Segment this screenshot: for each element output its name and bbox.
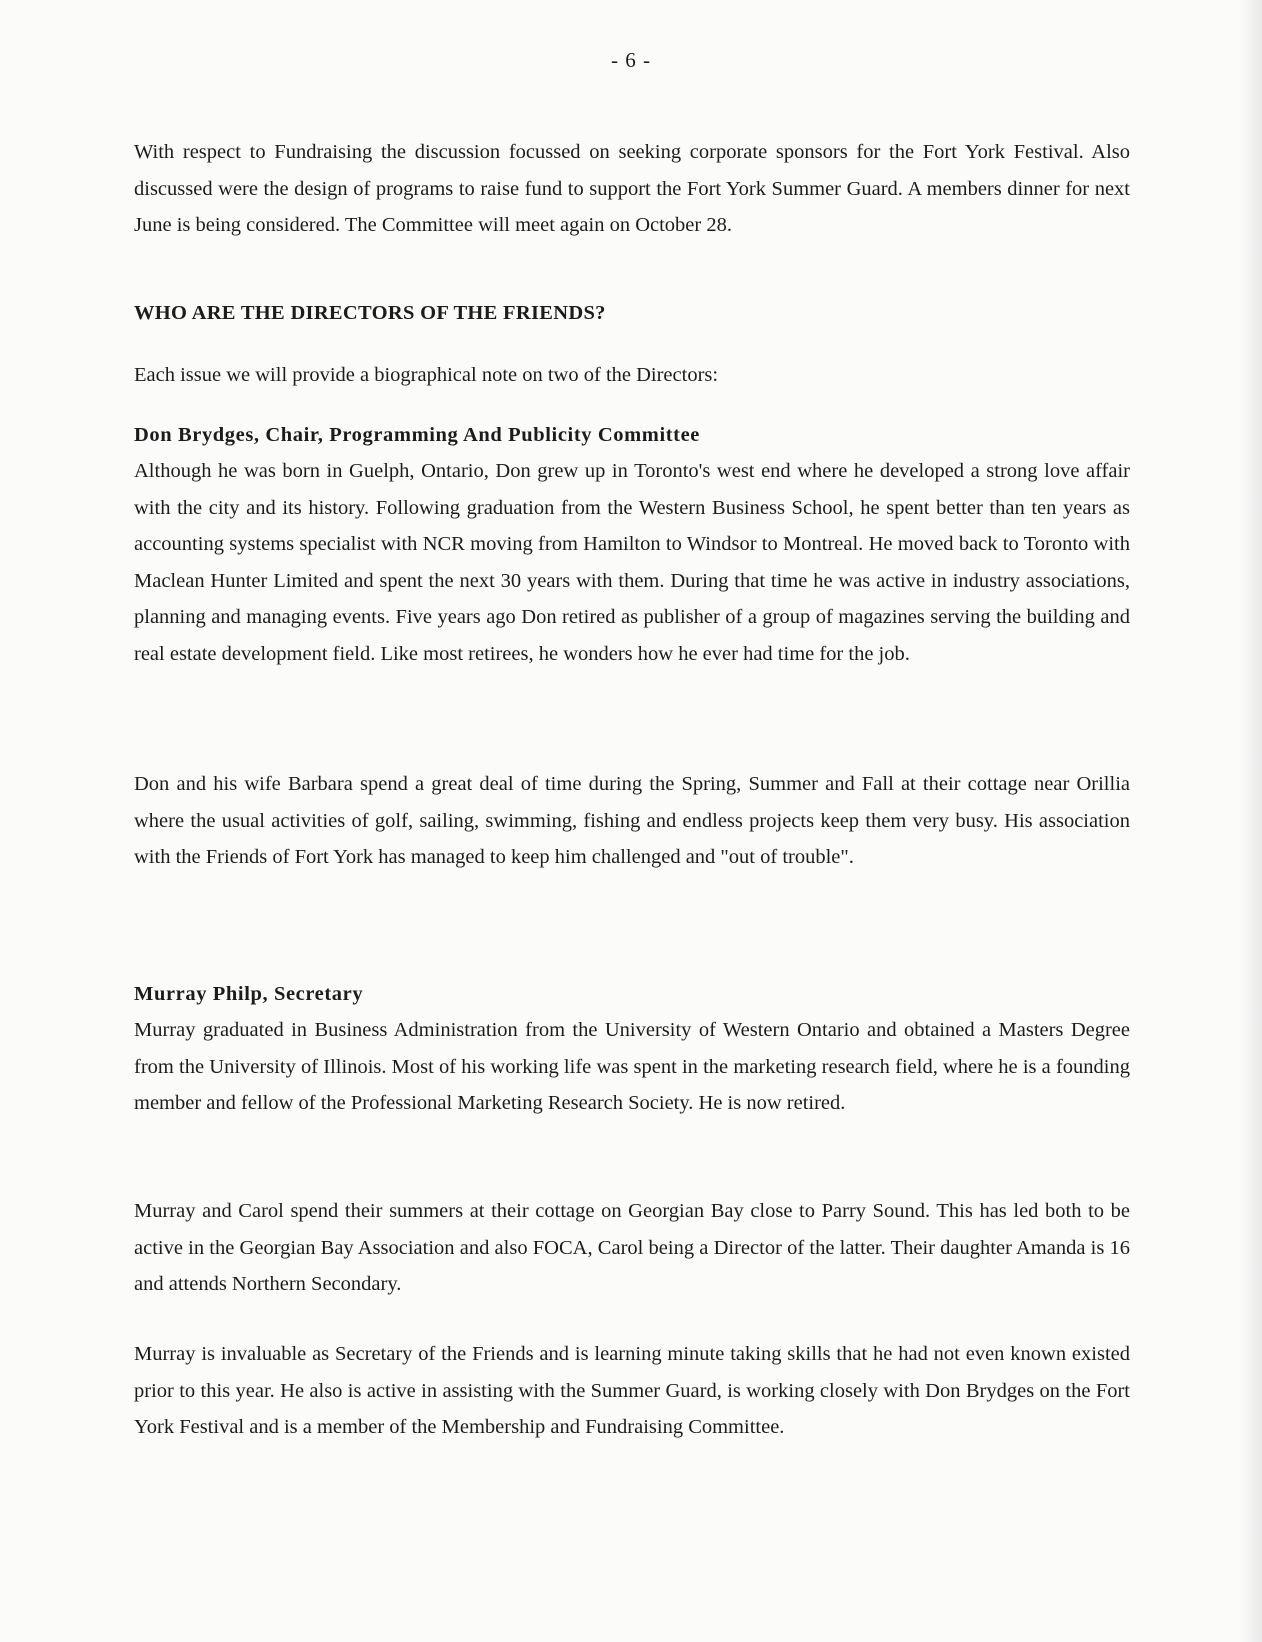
page-edge-shadow [1240,0,1262,1642]
don-bio-paragraph-1: Although he was born in Guelph, Ontario, Don grew up in Toronto's west end where he developed a strong love affair with the city and its history. Following graduation from the Western Business School, he spent better than ten years as accounting systems specialist with NCR moving from Hamilton to Windsor to Montreal. He moved back to Toronto with Maclean Hunter Limited and spent the next 30 years with them. During that time he was active in industry associations, planning and managing events. Five years ago Don retired as publisher of a group of magazines serving the building and real estate development field. Like most retirees, he wonders how he ever had time for the job. [134,460,1130,665]
murray-bio-paragraph-1: Murray graduated in Business Administration from the University of Western Ontario and obtained a Masters Degree from the University of Illinois. Most of his working life was spent in the marketing research field, where he is a founding member and fellow of the Professional Marketing Research Society. He is now retired. [134,1019,1130,1114]
directors-intro-block [134,357,1130,394]
murray-name-title: Murray Philp, Secretary [134,983,364,1005]
murray-bio-block-3 [134,1336,1130,1446]
don-bio-block-2 [134,766,1130,876]
murray-bio-paragraph-3: Murray is invaluable as Secretary of the Friends and is learning minute taking skills that he had not even known existed prior to this year. He also is active in assisting with the Summer Guard, is working closely with Don Brydges on the Fort York Festival and is a member of the Membership and Fundraising Committee. [134,1343,1130,1438]
murray-bio-block-1 [134,1012,1130,1122]
don-bio-block-1 [134,453,1130,672]
don-bio-paragraph-2: Don and his wife Barbara spend a great deal of time during the Spring, Summer and Fall at their cottage near Orillia where the usual activities of golf, sailing, swimming, fishing and endless projects keep them very busy. His association with the Friends of Fort York has managed to keep him challenged and "out of trouble". [134,773,1130,868]
murray-bio-block-2 [134,1193,1130,1303]
fundraising-section [134,134,1130,244]
directors-heading: WHO ARE THE DIRECTORS OF THE FRIENDS? [134,302,606,324]
murray-bio-paragraph-2: Murray and Carol spend their summers at their cottage on Georgian Bay close to Parry Sound. This has led both to be active in the Georgian Bay Association and also FOCA, Carol being a Director of the latter. Their daughter Amanda is 16 and attends Northern Secondary. [134,1200,1130,1295]
fundraising-paragraph: With respect to Fundraising the discussion focussed on seeking corporate sponsors for the Fort York Festival. Also discussed were the design of programs to raise fund to support the Fort York Summer Guard. A members dinner for next June is being considered. The Committee will meet again on October 28. [134,141,1130,236]
don-name-title: Don Brydges, Chair, Programming And Publicity Committee [134,424,700,446]
directors-intro: Each issue we will provide a biographical note on two of the Directors: [134,364,719,386]
page-number: - 6 - [611,48,651,72]
